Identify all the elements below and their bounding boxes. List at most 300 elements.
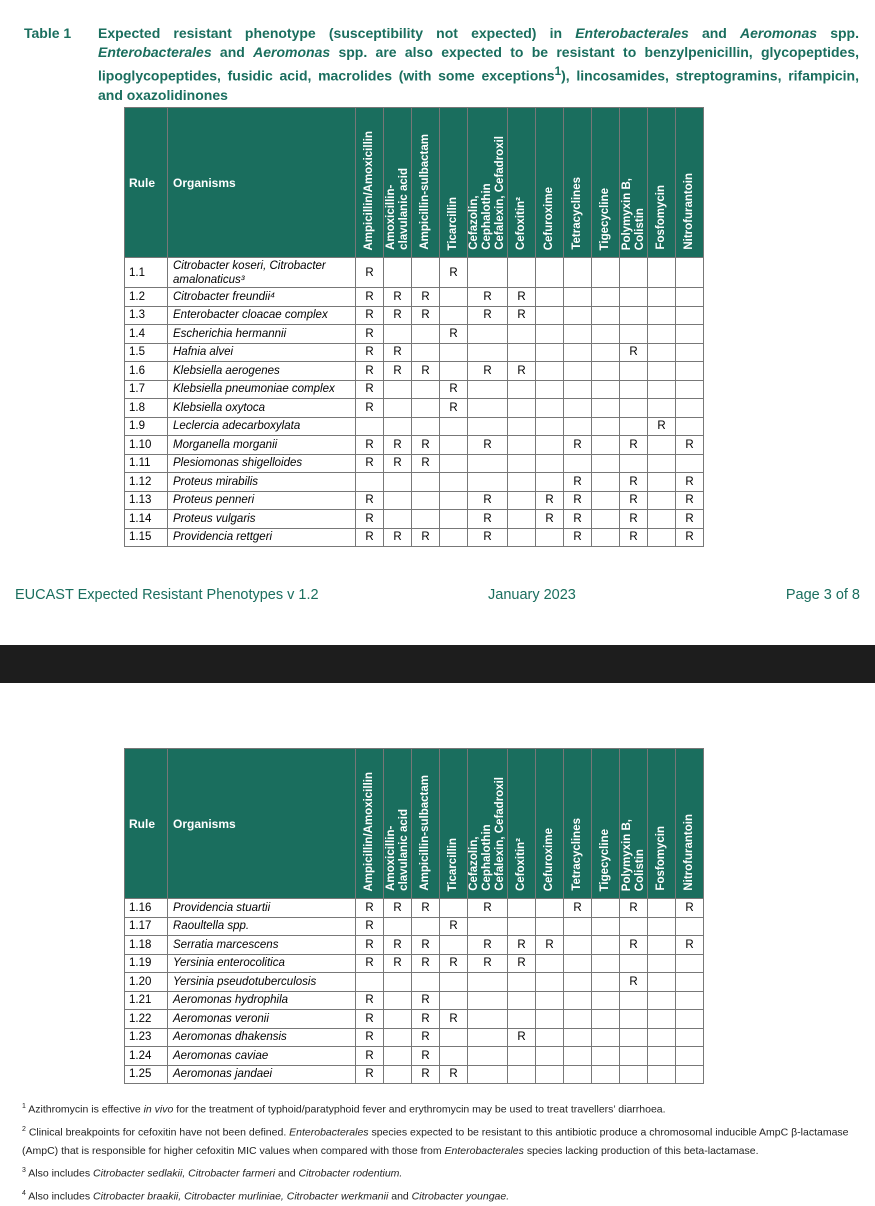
resistance-cell — [384, 258, 412, 288]
resistance-cell — [356, 973, 384, 992]
table-row — [125, 528, 704, 547]
resistance-cell: R — [468, 954, 508, 973]
rule-number: 1.21 — [125, 991, 168, 1010]
resistance-cell: R — [648, 417, 676, 436]
table-row — [125, 288, 704, 307]
header-antibiotic — [468, 749, 508, 899]
antibiotic-label: Tigecycline — [599, 829, 612, 891]
resistance-cell: R — [620, 436, 648, 455]
antibiotic-label: Cefoxitin² — [515, 197, 528, 250]
resistance-cell — [508, 917, 536, 936]
resistance-cell — [676, 917, 704, 936]
organism-name: Aeromonas jandaei — [168, 1065, 356, 1084]
resistance-cell: R — [356, 1047, 384, 1066]
resistance-cell — [620, 1065, 648, 1084]
header-antibiotic — [440, 749, 468, 899]
antibiotic-label: Ticarcillin — [447, 838, 460, 891]
resistance-cell: R — [356, 362, 384, 381]
organism-name: Citrobacter koseri, Citrobacter amalonaticus³ — [168, 258, 356, 288]
resistance-cell — [468, 991, 508, 1010]
resistance-cell — [676, 306, 704, 325]
resistance-cell — [592, 1047, 620, 1066]
resistance-cell: R — [412, 288, 440, 307]
antibiotic-label: Cefazolin, Cephalothin Cefalexin, Cefadroxil — [468, 136, 507, 250]
table-row — [125, 306, 704, 325]
resistance-cell: R — [356, 343, 384, 362]
resistance-cell — [508, 1065, 536, 1084]
resistance-cell — [648, 399, 676, 418]
resistance-cell: R — [468, 288, 508, 307]
resistance-cell — [384, 399, 412, 418]
header-rule: Rule — [125, 108, 168, 258]
resistance-cell — [508, 325, 536, 344]
resistance-cell: R — [676, 491, 704, 510]
resistance-cell — [592, 288, 620, 307]
resistance-cell — [536, 973, 564, 992]
resistance-cell: R — [620, 973, 648, 992]
resistance-cell: R — [412, 436, 440, 455]
resistance-cell — [648, 1047, 676, 1066]
resistance-cell: R — [356, 1028, 384, 1047]
resistance-cell — [440, 306, 468, 325]
table-row — [125, 258, 704, 288]
table-row — [125, 1028, 704, 1047]
resistance-cell — [592, 1065, 620, 1084]
header-antibiotic — [564, 749, 592, 899]
resistance-cell: R — [676, 899, 704, 918]
resistance-cell: R — [356, 954, 384, 973]
resistance-cell: R — [412, 1028, 440, 1047]
organism-name: Leclercia adecarboxylata — [168, 417, 356, 436]
resistance-cell: R — [564, 491, 592, 510]
resistance-cell — [676, 417, 704, 436]
resistance-cell: R — [508, 288, 536, 307]
resistance-cell — [536, 991, 564, 1010]
table-row — [125, 473, 704, 492]
organism-name: Aeromonas veronii — [168, 1010, 356, 1029]
resistance-cell: R — [508, 362, 536, 381]
resistance-cell — [620, 399, 648, 418]
resistance-cell: R — [620, 473, 648, 492]
resistance-cell — [536, 917, 564, 936]
resistance-cell: R — [440, 399, 468, 418]
table-row — [125, 343, 704, 362]
resistance-cell — [648, 917, 676, 936]
rule-number: 1.18 — [125, 936, 168, 955]
table-row — [125, 454, 704, 473]
phenotype-table-2 — [124, 748, 704, 1084]
header-antibiotic — [564, 108, 592, 258]
resistance-cell: R — [508, 954, 536, 973]
resistance-cell — [648, 288, 676, 307]
header-organisms: Organisms — [168, 749, 356, 899]
caption-text: Expected resistant phenotype (susceptibility not expected) in Enterobacterales and Aeromonas spp. Enterobacterales and Aeromonas spp. are also expected to be resistant to benzylpenicillin, glycopeptides, lipoglycopeptides, fusidic acid, macrolides (with some exceptions$^1$), lincosamides, streptogramins, rifampicin, and oxazolidinones — [98, 24, 859, 105]
resistance-cell — [440, 1028, 468, 1047]
rule-number: 1.15 — [125, 528, 168, 547]
resistance-cell — [564, 288, 592, 307]
resistance-cell: R — [536, 491, 564, 510]
resistance-cell — [384, 473, 412, 492]
antibiotic-label: Ticarcillin — [447, 197, 460, 250]
resistance-cell — [592, 417, 620, 436]
resistance-cell — [648, 899, 676, 918]
header-antibiotic — [384, 108, 412, 258]
resistance-cell — [592, 1010, 620, 1029]
resistance-cell: R — [536, 936, 564, 955]
resistance-cell — [676, 380, 704, 399]
resistance-cell — [648, 473, 676, 492]
resistance-cell — [468, 473, 508, 492]
resistance-cell — [676, 399, 704, 418]
footnote: $^3$ Also includes Citrobacter sedlakii, Citrobacter farmeri and Citrobacter rodentium. — [22, 1161, 862, 1184]
resistance-cell: R — [620, 936, 648, 955]
organism-name: Citrobacter freundii⁴ — [168, 288, 356, 307]
resistance-cell — [620, 362, 648, 381]
resistance-cell — [592, 325, 620, 344]
resistance-cell: R — [468, 306, 508, 325]
resistance-cell — [384, 510, 412, 529]
footnote: $^2$ Clinical breakpoints for cefoxitin have not been defined. Enterobacterales species expected to be resistant to this antibiotic produce a chromosomal inducible AmpC β-lactamase (AmpC) that is responsible for higher cefoxitin MIC values when compared with those from Enterobacterales species lacking production of this beta-lactamase. — [22, 1120, 862, 1162]
rule-number: 1.13 — [125, 491, 168, 510]
resistance-cell: R — [440, 1010, 468, 1029]
organism-name: Raoultella spp. — [168, 917, 356, 936]
resistance-cell: R — [440, 380, 468, 399]
resistance-cell: R — [412, 899, 440, 918]
header-antibiotic — [508, 108, 536, 258]
resistance-cell: R — [412, 1010, 440, 1029]
resistance-cell — [536, 1065, 564, 1084]
phenotype-table-1 — [124, 107, 704, 547]
resistance-cell: R — [384, 436, 412, 455]
resistance-cell — [564, 417, 592, 436]
resistance-cell — [592, 954, 620, 973]
resistance-cell — [620, 306, 648, 325]
resistance-cell — [648, 325, 676, 344]
footnote: $^4$ Also includes Citrobacter braakii, Citrobacter murliniae, Citrobacter werkmanii and Citrobacter youngae. — [22, 1184, 862, 1206]
resistance-cell — [620, 1047, 648, 1066]
resistance-cell — [592, 306, 620, 325]
resistance-cell — [564, 973, 592, 992]
organism-name: Proteus mirabilis — [168, 473, 356, 492]
resistance-cell — [676, 454, 704, 473]
resistance-cell: R — [676, 473, 704, 492]
resistance-cell — [468, 399, 508, 418]
table-row — [125, 1065, 704, 1084]
rule-number: 1.2 — [125, 288, 168, 307]
resistance-cell — [440, 528, 468, 547]
resistance-cell — [620, 325, 648, 344]
resistance-cell — [412, 343, 440, 362]
resistance-cell — [648, 491, 676, 510]
resistance-cell — [592, 991, 620, 1010]
resistance-cell: R — [356, 306, 384, 325]
resistance-cell: R — [356, 510, 384, 529]
resistance-cell — [564, 399, 592, 418]
resistance-cell — [356, 473, 384, 492]
organism-name: Proteus vulgaris — [168, 510, 356, 529]
resistance-cell — [648, 306, 676, 325]
resistance-cell — [648, 343, 676, 362]
resistance-cell — [384, 1010, 412, 1029]
resistance-cell — [536, 899, 564, 918]
resistance-cell — [440, 343, 468, 362]
resistance-cell — [508, 1047, 536, 1066]
organism-name: Escherichia hermannii — [168, 325, 356, 344]
resistance-cell: R — [356, 899, 384, 918]
resistance-cell: R — [412, 362, 440, 381]
resistance-cell: R — [620, 899, 648, 918]
resistance-cell: R — [384, 362, 412, 381]
resistance-cell — [440, 899, 468, 918]
resistance-cell — [564, 954, 592, 973]
resistance-cell — [620, 258, 648, 288]
rule-number: 1.6 — [125, 362, 168, 381]
resistance-cell — [412, 510, 440, 529]
resistance-cell — [412, 491, 440, 510]
resistance-cell — [384, 417, 412, 436]
resistance-cell — [384, 1028, 412, 1047]
table-row — [125, 936, 704, 955]
resistance-cell — [648, 991, 676, 1010]
antibiotic-label: Cefazolin, Cephalothin Cefalexin, Cefadroxil — [468, 777, 507, 891]
resistance-cell: R — [384, 343, 412, 362]
resistance-cell: R — [412, 991, 440, 1010]
resistance-cell — [508, 380, 536, 399]
resistance-cell — [620, 917, 648, 936]
resistance-cell — [648, 1065, 676, 1084]
resistance-cell — [508, 1010, 536, 1029]
antibiotic-label: Cefoxitin² — [515, 838, 528, 891]
organism-name: Morganella morganii — [168, 436, 356, 455]
resistance-cell: R — [468, 510, 508, 529]
resistance-cell — [468, 325, 508, 344]
resistance-cell — [564, 258, 592, 288]
resistance-cell: R — [356, 1010, 384, 1029]
rule-number: 1.16 — [125, 899, 168, 918]
resistance-cell: R — [412, 954, 440, 973]
antibiotic-label: Polymyxin B, Colistin — [621, 178, 647, 250]
rule-number: 1.17 — [125, 917, 168, 936]
resistance-cell: R — [356, 325, 384, 344]
resistance-cell — [536, 954, 564, 973]
resistance-cell — [440, 491, 468, 510]
resistance-cell — [508, 258, 536, 288]
resistance-cell — [676, 1028, 704, 1047]
resistance-cell — [620, 991, 648, 1010]
resistance-cell — [468, 380, 508, 399]
resistance-cell — [592, 899, 620, 918]
resistance-cell: R — [356, 258, 384, 288]
resistance-cell — [620, 954, 648, 973]
organism-name: Yersinia enterocolitica — [168, 954, 356, 973]
resistance-cell — [676, 973, 704, 992]
rule-number: 1.23 — [125, 1028, 168, 1047]
resistance-cell — [620, 1028, 648, 1047]
header-antibiotic — [412, 749, 440, 899]
resistance-cell — [468, 973, 508, 992]
caption-label: Table 1 — [24, 24, 71, 43]
table-row — [125, 1010, 704, 1029]
resistance-cell — [564, 362, 592, 381]
resistance-cell — [384, 325, 412, 344]
resistance-cell: R — [676, 528, 704, 547]
header-antibiotic — [508, 749, 536, 899]
footer-title: EUCAST Expected Resistant Phenotypes v 1.2 — [15, 587, 319, 603]
organism-name: Aeromonas dhakensis — [168, 1028, 356, 1047]
antibiotic-label: Cefuroxime — [543, 187, 556, 250]
header-antibiotic — [620, 108, 648, 258]
resistance-cell — [592, 1028, 620, 1047]
resistance-cell — [468, 1010, 508, 1029]
resistance-cell — [564, 1047, 592, 1066]
resistance-cell — [676, 258, 704, 288]
resistance-cell — [440, 973, 468, 992]
resistance-cell: R — [620, 510, 648, 529]
resistance-cell — [508, 454, 536, 473]
resistance-cell: R — [356, 454, 384, 473]
resistance-cell — [412, 417, 440, 436]
antibiotic-label: Ampicillin/Amoxicillin — [363, 131, 376, 251]
rule-number: 1.7 — [125, 380, 168, 399]
resistance-cell: R — [564, 436, 592, 455]
resistance-cell — [508, 473, 536, 492]
table-row — [125, 899, 704, 918]
antibiotic-label: Tigecycline — [599, 188, 612, 250]
resistance-cell — [412, 325, 440, 344]
resistance-cell — [620, 1010, 648, 1029]
resistance-cell — [508, 973, 536, 992]
rule-number: 1.5 — [125, 343, 168, 362]
resistance-cell — [620, 288, 648, 307]
resistance-cell — [536, 528, 564, 547]
resistance-cell — [468, 454, 508, 473]
organism-name: Aeromonas caviae — [168, 1047, 356, 1066]
resistance-cell — [592, 436, 620, 455]
resistance-cell: R — [564, 510, 592, 529]
table-row — [125, 417, 704, 436]
organism-name: Providencia stuartii — [168, 899, 356, 918]
resistance-cell — [440, 936, 468, 955]
footnotes — [22, 1097, 862, 1206]
organism-name: Hafnia alvei — [168, 343, 356, 362]
resistance-cell — [648, 1010, 676, 1029]
resistance-cell: R — [384, 288, 412, 307]
resistance-cell — [564, 454, 592, 473]
resistance-cell — [592, 973, 620, 992]
footer-page-number: Page 3 of 8 — [786, 587, 860, 603]
resistance-cell — [440, 417, 468, 436]
resistance-cell — [508, 510, 536, 529]
resistance-cell — [564, 325, 592, 344]
antibiotic-label: Tetracyclines — [571, 177, 584, 250]
resistance-cell: R — [356, 528, 384, 547]
resistance-cell: R — [468, 528, 508, 547]
table-row — [125, 325, 704, 344]
resistance-cell: R — [356, 491, 384, 510]
resistance-cell — [564, 1065, 592, 1084]
resistance-cell — [440, 1047, 468, 1066]
resistance-cell — [620, 417, 648, 436]
resistance-cell — [468, 258, 508, 288]
table-row — [125, 399, 704, 418]
resistance-cell — [440, 991, 468, 1010]
rule-number: 1.12 — [125, 473, 168, 492]
resistance-cell — [620, 380, 648, 399]
organism-name: Enterobacter cloacae complex — [168, 306, 356, 325]
resistance-cell: R — [412, 936, 440, 955]
table-row — [125, 436, 704, 455]
resistance-cell: R — [508, 306, 536, 325]
table-caption — [24, 24, 859, 105]
organism-name: Yersinia pseudotuberculosis — [168, 973, 356, 992]
resistance-cell — [564, 936, 592, 955]
resistance-cell: R — [440, 258, 468, 288]
header-antibiotic — [676, 749, 704, 899]
resistance-cell — [536, 258, 564, 288]
resistance-cell — [648, 1028, 676, 1047]
resistance-cell — [412, 917, 440, 936]
resistance-cell — [648, 454, 676, 473]
rule-number: 1.9 — [125, 417, 168, 436]
footnote: $^1$ Azithromycin is effective in vivo for the treatment of typhoid/paratyphoid fever and erythromycin may be used to treat travellers’ diarrhoea. — [22, 1097, 862, 1120]
antibiotic-label: Fosfomycin — [655, 185, 668, 250]
organism-name: Proteus penneri — [168, 491, 356, 510]
antibiotic-label: Tetracyclines — [571, 818, 584, 891]
resistance-cell — [592, 528, 620, 547]
resistance-cell — [536, 1047, 564, 1066]
resistance-cell: R — [356, 917, 384, 936]
resistance-cell — [468, 343, 508, 362]
table-row — [125, 1047, 704, 1066]
header-antibiotic — [648, 108, 676, 258]
resistance-cell: R — [676, 936, 704, 955]
resistance-cell — [384, 1047, 412, 1066]
resistance-cell: R — [508, 1028, 536, 1047]
resistance-cell — [676, 1065, 704, 1084]
rule-number: 1.8 — [125, 399, 168, 418]
resistance-cell — [536, 417, 564, 436]
resistance-cell — [592, 936, 620, 955]
resistance-cell — [648, 973, 676, 992]
table-row — [125, 954, 704, 973]
resistance-cell — [440, 288, 468, 307]
resistance-cell — [564, 1028, 592, 1047]
resistance-cell — [564, 917, 592, 936]
resistance-cell — [648, 362, 676, 381]
antibiotic-label: Nitrofurantoin — [683, 814, 696, 891]
resistance-cell — [440, 362, 468, 381]
resistance-cell — [440, 473, 468, 492]
resistance-cell: R — [620, 491, 648, 510]
resistance-cell — [536, 436, 564, 455]
resistance-cell — [564, 343, 592, 362]
resistance-cell — [508, 491, 536, 510]
header-antibiotic — [440, 108, 468, 258]
header-antibiotic — [356, 108, 384, 258]
resistance-cell — [508, 343, 536, 362]
header-antibiotic — [592, 749, 620, 899]
resistance-cell: R — [356, 936, 384, 955]
resistance-cell: R — [440, 325, 468, 344]
rule-number: 1.22 — [125, 1010, 168, 1029]
rule-number: 1.4 — [125, 325, 168, 344]
resistance-cell — [648, 528, 676, 547]
resistance-cell — [536, 325, 564, 344]
table-row — [125, 491, 704, 510]
resistance-cell — [648, 936, 676, 955]
rule-number: 1.19 — [125, 954, 168, 973]
antibiotic-label: Ampicillin-sulbactam — [419, 775, 432, 891]
